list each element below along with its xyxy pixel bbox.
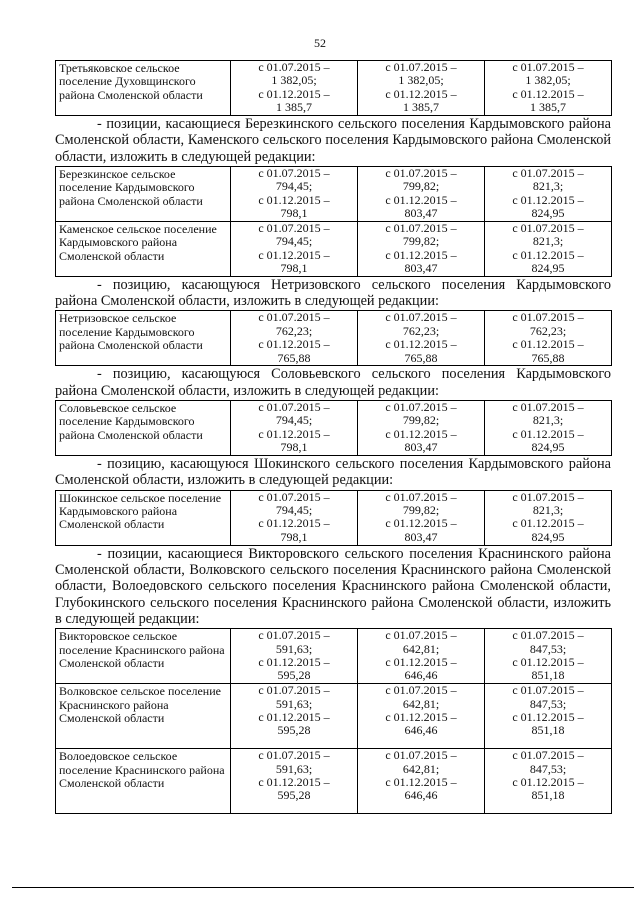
tariff-line: с 01.12.2015 –: [258, 192, 330, 207]
tariff-line: с 01.07.2015 –: [385, 60, 457, 74]
tariff-line: с 01.12.2015 –: [385, 516, 457, 531]
settlement-name-cell: Березкинское сельское поселение Кардымовского района Смоленской области: [56, 166, 231, 221]
tariff-line: 851,18: [531, 668, 565, 683]
tariff-line: 824,95: [531, 206, 565, 221]
tariff-value-cell: [485, 629, 612, 684]
tariff-line: 803,47: [404, 261, 438, 276]
paragraph-text: - позицию, касающуюся Нетризовского сельского поселения Кардымовского района Смоленской области, изложить в следующей редакции:: [55, 276, 611, 310]
tariff-table: [55, 628, 612, 814]
instruction-paragraph: [55, 116, 611, 166]
tariff-value-cell: [231, 401, 358, 456]
tariff-line: 847,53;: [529, 761, 567, 776]
tariff-line: 595,28: [277, 788, 311, 803]
tariff-line: с 01.07.2015 –: [385, 628, 457, 643]
tariff-line: 1 385,7: [530, 100, 566, 115]
tariff-line: с 01.12.2015 –: [258, 654, 330, 669]
instruction-paragraph: [55, 277, 611, 311]
tariff-line: с 01.07.2015 –: [258, 165, 330, 180]
tariff-line: 799,82;: [402, 234, 440, 249]
tariff-value-cell: [358, 749, 485, 814]
tariff-value-cell: [231, 629, 358, 684]
tariff-line: с 01.12.2015 –: [512, 86, 584, 101]
tariff-table: [55, 60, 612, 116]
settlement-name-cell: Соловьевское сельское поселение Кардымовского района Смоленской области: [56, 401, 231, 456]
tariff-table: [55, 490, 612, 546]
tariff-value-cell: [358, 490, 485, 545]
tariff-value-cell: [485, 311, 612, 366]
tariff-line: 765,88: [277, 350, 311, 365]
tariff-line: с 01.12.2015 –: [385, 337, 457, 352]
tariff-value-cell: [485, 684, 612, 749]
tariff-line: 794,45;: [275, 234, 313, 249]
tariff-line: с 01.07.2015 –: [512, 220, 584, 235]
tariff-line: с 01.07.2015 –: [512, 683, 584, 698]
tariff-line: 851,18: [531, 788, 565, 803]
tariff-line: 821,3;: [532, 413, 564, 428]
tariff-line: с 01.12.2015 –: [512, 426, 584, 441]
tariff-line: с 01.12.2015 –: [258, 709, 330, 724]
tariff-line: с 01.07.2015 –: [512, 165, 584, 180]
tariff-line: 824,95: [531, 440, 565, 455]
tariff-line: 851,18: [531, 723, 565, 738]
tariff-line: с 01.07.2015 –: [258, 60, 330, 74]
tariff-line: с 01.07.2015 –: [258, 748, 330, 763]
tariff-line: с 01.12.2015 –: [385, 709, 457, 724]
tariff-value-cell: [358, 61, 485, 116]
table-row: [56, 749, 612, 814]
tariff-line: с 01.07.2015 –: [385, 489, 457, 504]
tariff-line: с 01.12.2015 –: [385, 654, 457, 669]
tariff-line: с 01.07.2015 –: [258, 683, 330, 698]
tariff-line: 646,46: [404, 723, 438, 738]
tariff-line: 799,82;: [402, 179, 440, 194]
tariff-line: с 01.12.2015 –: [512, 192, 584, 207]
tariff-line: 642,81;: [402, 696, 440, 711]
tariff-line: с 01.07.2015 –: [385, 400, 457, 415]
page-number: 52: [314, 36, 326, 50]
tariff-line: 591,63;: [275, 761, 313, 776]
tariff-line: 765,88: [531, 350, 565, 365]
tariff-line: с 01.12.2015 –: [512, 337, 584, 352]
tariff-line: 1 385,7: [403, 100, 439, 115]
tariff-line: с 01.07.2015 –: [258, 400, 330, 415]
tariff-value-cell: [485, 61, 612, 116]
tariff-line: с 01.07.2015 –: [258, 489, 330, 504]
tariff-line: 821,3;: [532, 503, 564, 518]
paragraph-text: - позиции, касающиеся Викторовского сельского поселения Краснинского района Смоленской области, Волковского сельского поселения Краснинского района Смоленской области, Волоедовского сельского поселения Краснинского района Смоленской области, Глубокинского сельского поселения Краснинского района Смоленской области, изложить в следующей редакции:: [55, 545, 611, 627]
tariff-line: с 01.07.2015 –: [385, 748, 457, 763]
table-row: [56, 490, 612, 545]
tariff-line: с 01.12.2015 –: [385, 774, 457, 789]
tariff-line: 824,95: [531, 529, 565, 544]
table-row: [56, 61, 612, 116]
tariff-line: с 01.12.2015 –: [258, 426, 330, 441]
tariff-line: 1 382,05;: [525, 73, 571, 88]
tariff-line: 794,45;: [275, 179, 313, 194]
tariff-line: 595,28: [277, 723, 311, 738]
tariff-value-cell: [485, 401, 612, 456]
tariff-line: 794,45;: [275, 413, 313, 428]
tariff-line: 803,47: [404, 529, 438, 544]
footer-divider: [12, 887, 634, 888]
table-row: [56, 684, 612, 749]
tariff-line: 762,23;: [402, 323, 440, 338]
tariff-value-cell: [485, 749, 612, 814]
settlement-name-cell: Каменское сельское поселение Кардымовского района Смоленской области: [56, 221, 231, 276]
instruction-paragraph: [55, 366, 611, 400]
tariff-line: с 01.07.2015 –: [385, 683, 457, 698]
table-row: [56, 629, 612, 684]
tariff-value-cell: [358, 311, 485, 366]
tariff-line: с 01.07.2015 –: [385, 310, 457, 325]
tariff-line: с 01.12.2015 –: [385, 426, 457, 441]
tariff-line: с 01.12.2015 –: [258, 774, 330, 789]
tariff-line: с 01.12.2015 –: [512, 247, 584, 262]
tariff-line: 642,81;: [402, 761, 440, 776]
tariff-line: 798,1: [280, 529, 308, 544]
tariff-line: с 01.07.2015 –: [258, 220, 330, 235]
tariff-line: 646,46: [404, 788, 438, 803]
tariff-value-cell: [231, 311, 358, 366]
tariff-value-cell: [358, 166, 485, 221]
tariff-table: [55, 310, 612, 366]
tariff-value-cell: [231, 490, 358, 545]
tariff-line: 798,1: [280, 261, 308, 276]
settlement-name-cell: Третьяковское сельское поселение Духовщинского района Смоленской области: [56, 61, 231, 116]
settlement-name-cell: Викторовское сельское поселение Краснинского района Смоленской области: [56, 629, 231, 684]
tariff-table: [55, 166, 612, 277]
tariff-line: с 01.12.2015 –: [512, 774, 584, 789]
tariff-line: 798,1: [280, 206, 308, 221]
tariff-line: с 01.07.2015 –: [385, 165, 457, 180]
tariff-value-cell: [231, 61, 358, 116]
tariff-line: 821,3;: [532, 234, 564, 249]
tariff-line: 591,63;: [275, 696, 313, 711]
tariff-value-cell: [485, 490, 612, 545]
instruction-paragraph: [55, 546, 611, 628]
tariff-line: с 01.12.2015 –: [258, 516, 330, 531]
paragraph-text: - позиции, касающиеся Березкинского сельского поселения Кардымовского района Смоленской области, Каменского сельского поселения Кардымовского района Смоленской области, изложить в следующей редакции:: [55, 116, 611, 165]
tariff-line: с 01.07.2015 –: [512, 748, 584, 763]
table-row: [56, 311, 612, 366]
tariff-line: 762,23;: [529, 323, 567, 338]
tariff-line: с 01.07.2015 –: [512, 628, 584, 643]
tariff-value-cell: [358, 401, 485, 456]
tariff-line: 762,23;: [275, 323, 313, 338]
tariff-table: [55, 400, 612, 456]
tariff-line: с 01.07.2015 –: [512, 310, 584, 325]
tariff-value-cell: [358, 221, 485, 276]
tariff-line: 1 382,05;: [271, 73, 317, 88]
tariff-line: 821,3;: [532, 179, 564, 194]
tariff-line: с 01.12.2015 –: [258, 247, 330, 262]
tariff-line: 803,47: [404, 206, 438, 221]
tariff-line: 1 382,05;: [398, 73, 444, 88]
tariff-line: с 01.07.2015 –: [258, 310, 330, 325]
tariff-value-cell: [358, 684, 485, 749]
tariff-line: с 01.07.2015 –: [512, 400, 584, 415]
settlement-name-cell: Шокинское сельское поселение Кардымовского района Смоленской области: [56, 490, 231, 545]
tariff-line: 1 385,7: [276, 100, 312, 115]
tariff-line: 591,63;: [275, 641, 313, 656]
tariff-value-cell: [231, 684, 358, 749]
document-body: [55, 60, 611, 814]
tariff-line: с 01.12.2015 –: [385, 86, 457, 101]
tariff-line: с 01.12.2015 –: [258, 337, 330, 352]
tariff-line: с 01.12.2015 –: [385, 247, 457, 262]
paragraph-text: - позицию, касающуюся Соловьевского сельского поселения Кардымовского района Смоленской области, изложить в следующей редакции:: [55, 366, 611, 399]
tariff-line: 847,53;: [529, 696, 567, 711]
settlement-name-cell: Волковское сельское поселение Краснинского района Смоленской области: [56, 684, 231, 749]
settlement-name-cell: Волоедовское сельское поселение Краснинского района Смоленской области: [56, 749, 231, 814]
tariff-line: с 01.07.2015 –: [512, 489, 584, 504]
paragraph-text: - позицию, касающуюся Шокинского сельского поселения Кардымовского района Смоленской области, изложить в следующей редакции:: [55, 456, 611, 489]
instruction-paragraph: [55, 456, 611, 490]
tariff-line: 646,46: [404, 668, 438, 683]
tariff-line: 847,53;: [529, 641, 567, 656]
tariff-line: с 01.07.2015 –: [258, 628, 330, 643]
tariff-line: 799,82;: [402, 503, 440, 518]
tariff-value-cell: [231, 166, 358, 221]
tariff-line: 765,88: [404, 350, 438, 365]
tariff-line: 798,1: [280, 440, 308, 455]
tariff-line: с 01.07.2015 –: [385, 220, 457, 235]
tariff-line: с 01.12.2015 –: [512, 516, 584, 531]
tariff-line: 799,82;: [402, 413, 440, 428]
tariff-value-cell: [485, 166, 612, 221]
tariff-value-cell: [231, 749, 358, 814]
tariff-line: с 01.07.2015 –: [512, 60, 584, 74]
tariff-line: 595,28: [277, 668, 311, 683]
table-row: [56, 401, 612, 456]
tariff-value-cell: [358, 629, 485, 684]
table-row: [56, 221, 612, 276]
tariff-line: с 01.12.2015 –: [385, 192, 457, 207]
settlement-name-cell: Нетризовское сельское поселение Кардымовского района Смоленской области: [56, 311, 231, 366]
tariff-line: с 01.12.2015 –: [258, 86, 330, 101]
tariff-value-cell: [231, 221, 358, 276]
tariff-line: с 01.12.2015 –: [512, 654, 584, 669]
tariff-line: 824,95: [531, 261, 565, 276]
tariff-value-cell: [485, 221, 612, 276]
tariff-line: 642,81;: [402, 641, 440, 656]
tariff-line: 803,47: [404, 440, 438, 455]
table-row: [56, 166, 612, 221]
tariff-line: с 01.12.2015 –: [512, 709, 584, 724]
tariff-line: 794,45;: [275, 503, 313, 518]
